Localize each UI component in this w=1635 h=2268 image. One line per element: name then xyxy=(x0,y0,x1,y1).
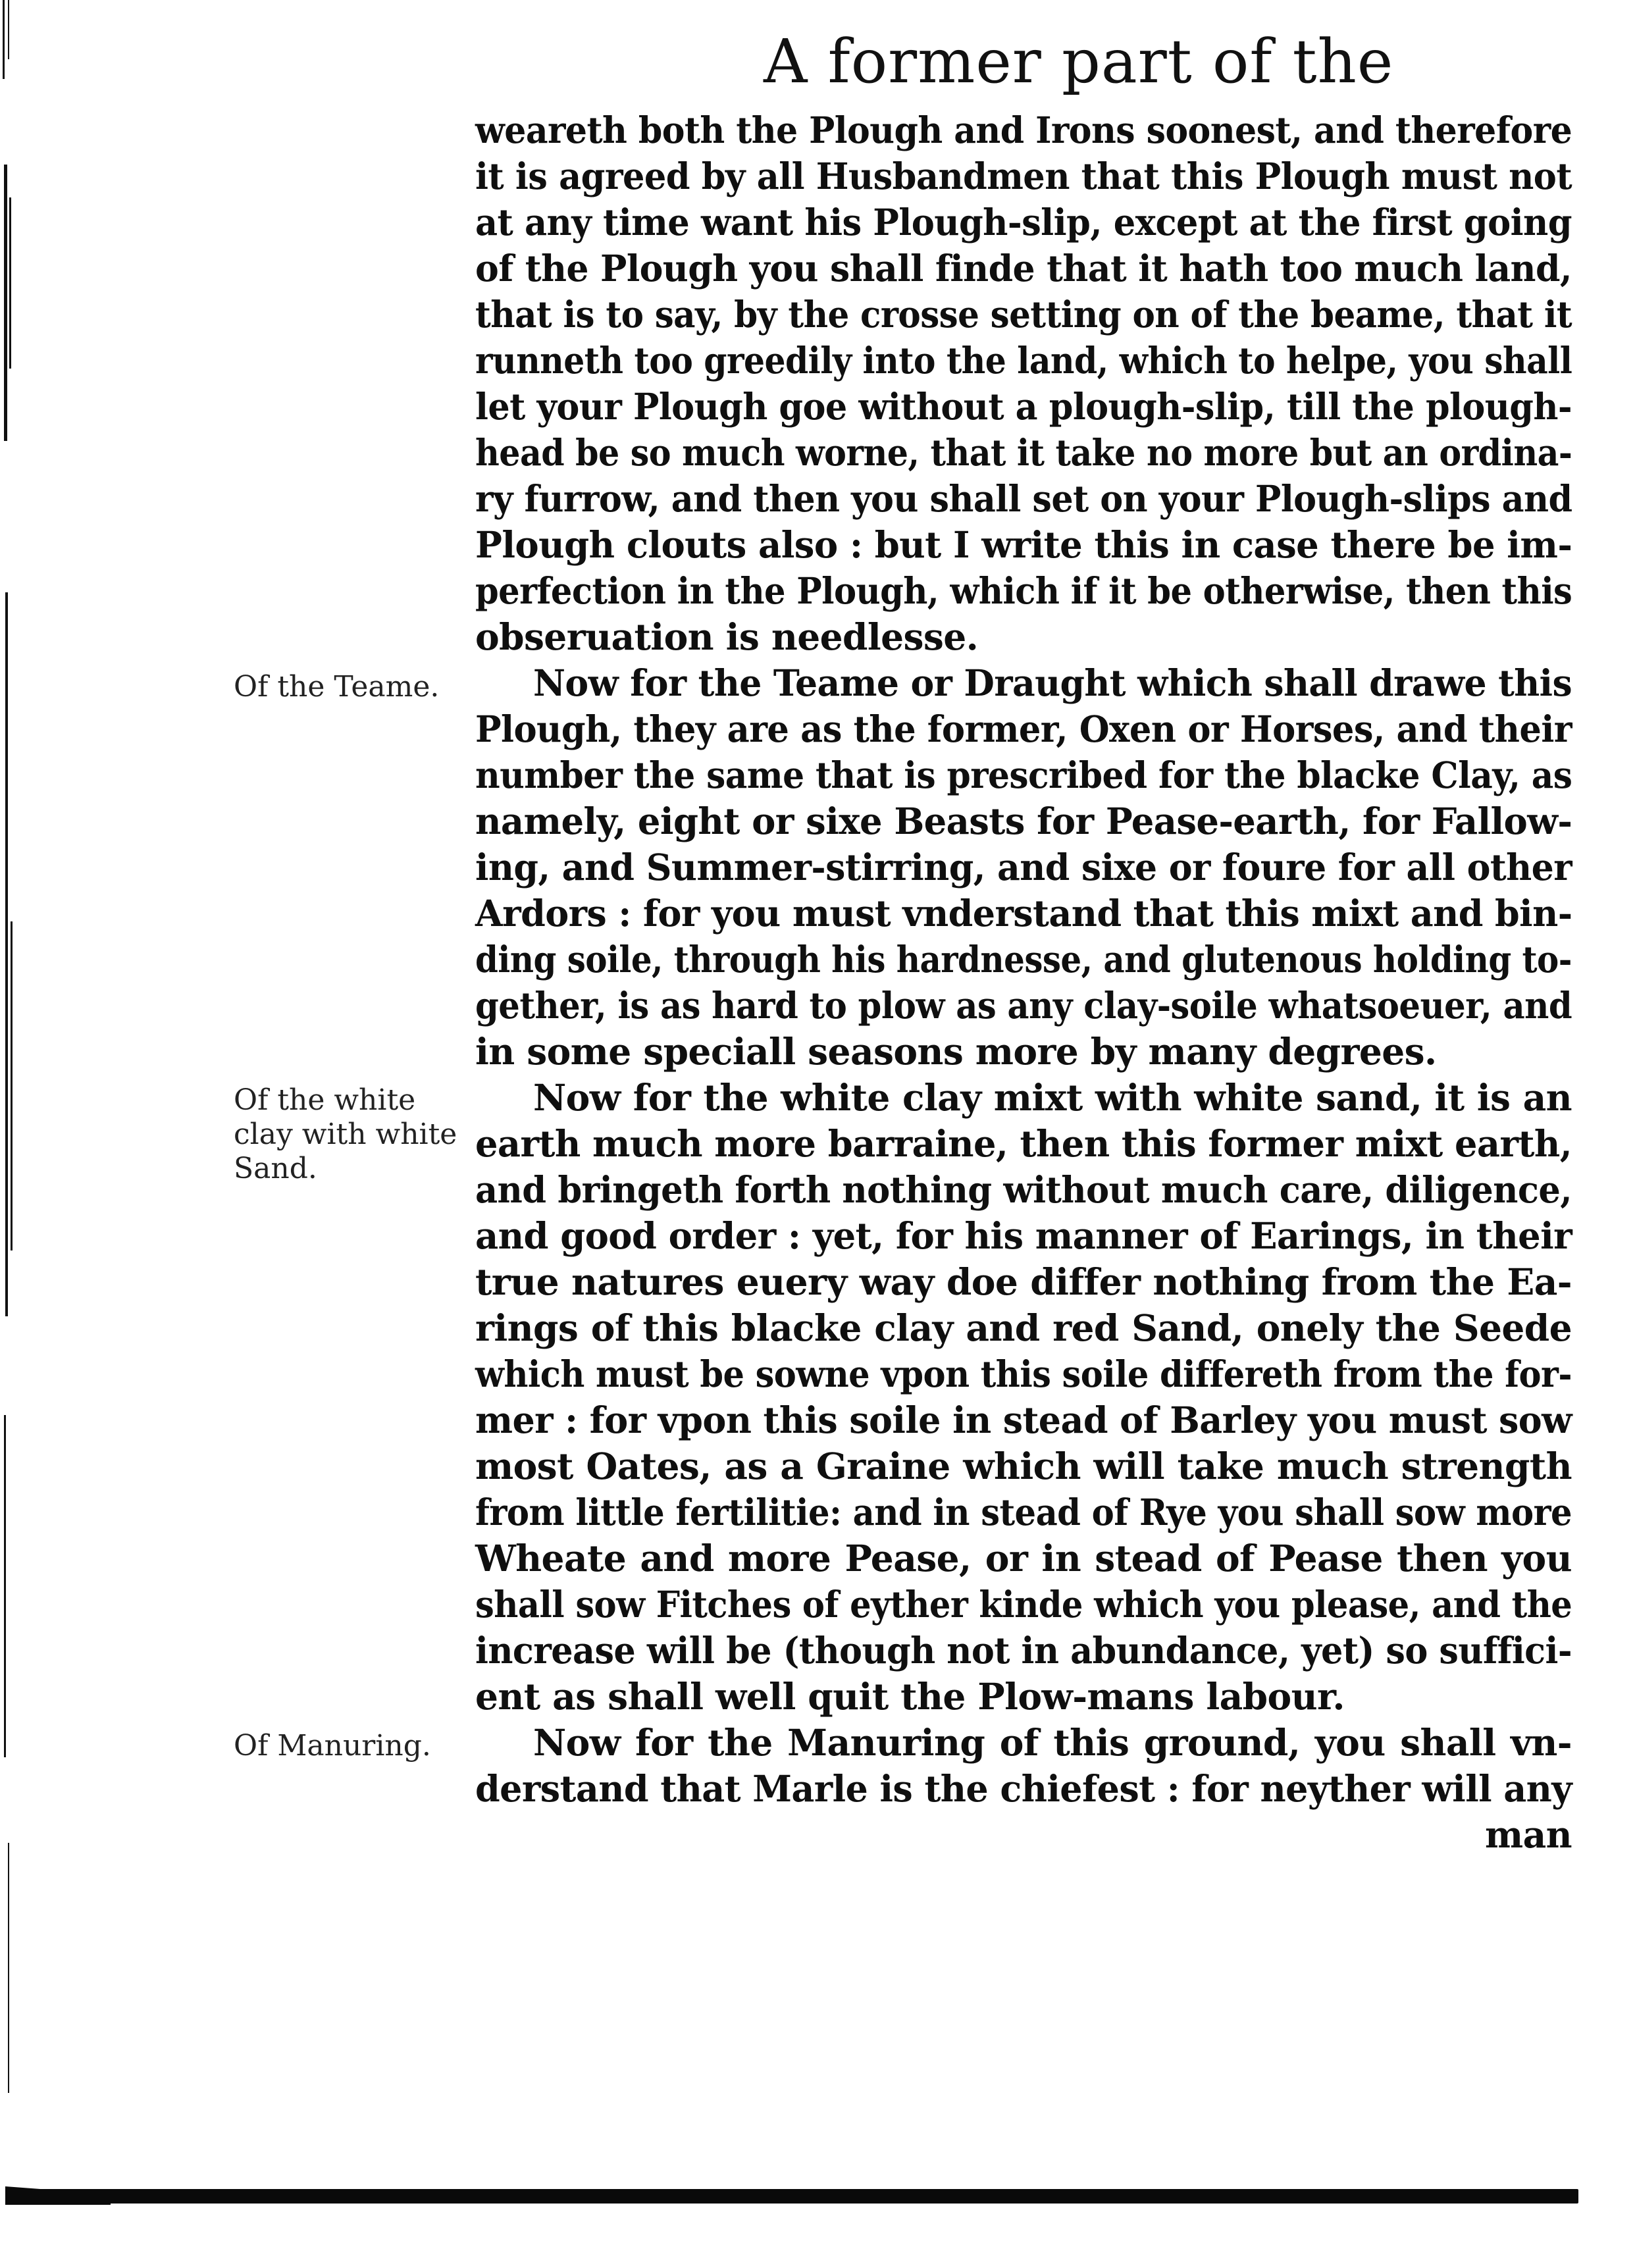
body-line: head be so much worne, that it take no more but an ordina- xyxy=(475,431,1572,474)
body-line: Plough clouts also : but I write this in case there be im- xyxy=(475,523,1572,566)
body-line: in some speciall seasons more by many degrees. xyxy=(475,1030,1437,1073)
paragraph-start-line: Now for the Manuring of this ground, you shall vn- xyxy=(533,1721,1572,1764)
body-line: obseruation is needlesse. xyxy=(475,615,979,658)
body-line: most Oates, as a Graine which will take much strength xyxy=(475,1445,1572,1487)
body-line: earth much more barraine, then this former mixt earth, xyxy=(475,1122,1572,1165)
body-line: shall sow Fitches of eyther kinde which you please, and the xyxy=(475,1583,1572,1626)
body-line: it is agreed by all Husbandmen that this Plough must not xyxy=(475,155,1572,197)
body-line: true natures euery way doe differ nothing from the Ea- xyxy=(475,1260,1572,1303)
marginal-note-white-clay: Sand. xyxy=(234,1152,317,1185)
marginal-note-white-clay: clay with white xyxy=(234,1118,457,1151)
body-line: ent as shall well quit the Plow-mans labour. xyxy=(475,1675,1345,1718)
scan-edge-artifact xyxy=(0,0,26,2268)
body-line: that is to say, by the crosse setting on of the beame, that it xyxy=(475,293,1572,336)
body-line: namely, eight or sixe Beasts for Pease-earth, for Fallow- xyxy=(475,800,1572,842)
body-line: Wheate and more Pease, or in stead of Pease then you xyxy=(475,1537,1572,1580)
body-line: ding soile, through his hardnesse, and glutenous holding to- xyxy=(475,938,1572,981)
paragraph-start-line: Now for the white clay mixt with white sand, it is an xyxy=(533,1076,1572,1119)
body-line: Plough, they are as the former, Oxen or Horses, and their xyxy=(475,708,1572,750)
body-line: at any time want his Plough-slip, except at the first going xyxy=(475,201,1572,244)
body-line: ry furrow, and then you shall set on your Plough-slips and xyxy=(475,477,1572,520)
body-line: perfection in the Plough, which if it be otherwise, then this xyxy=(475,569,1572,612)
body-line: of the Plough you shall finde that it hath too much land, xyxy=(475,247,1572,290)
marginal-note-white-clay: Of the white xyxy=(234,1083,416,1117)
body-line: rings of this blacke clay and red Sand, onely the Seede xyxy=(475,1306,1572,1349)
body-line: gether, is as hard to plow as any clay-soile whatsoeuer, and xyxy=(475,984,1572,1027)
marginal-note-teame: Of the Teame. xyxy=(234,670,440,704)
running-head: A former part of the xyxy=(764,26,1394,97)
paragraph-start-line: Now for the Teame or Draught which shall drawe this xyxy=(533,661,1572,704)
body-line: which must be sowne vpon this soile differeth from the for- xyxy=(475,1353,1572,1395)
body-line: Ardors : for you must vnderstand that this mixt and bin- xyxy=(475,892,1572,935)
body-line: let your Plough goe without a plough-slip, till the plough- xyxy=(475,385,1572,428)
body-line: number the same that is prescribed for the blacke Clay, as xyxy=(475,754,1572,796)
body-line: derstand that Marle is the chiefest : for neyther will any xyxy=(475,1767,1572,1810)
body-line: weareth both the Plough and Irons soonest, and therefore xyxy=(475,109,1572,151)
body-line: runneth too greedily into the land, which to helpe, you shall xyxy=(475,339,1572,382)
body-line: ing, and Summer-stirring, and sixe or foure for all other xyxy=(475,846,1572,889)
body-line: and good order : yet, for his manner of Earings, in their xyxy=(475,1214,1572,1257)
page-bottom-edge xyxy=(5,2189,1578,2204)
body-line: increase will be (though not in abundance, yet) so suffici- xyxy=(475,1629,1572,1672)
catchword: man xyxy=(1484,1813,1572,1856)
body-line: from little fertilitie: and in stead of Rye you shall sow more xyxy=(475,1491,1572,1533)
body-line: mer : for vpon this soile in stead of Barley you must sow xyxy=(475,1399,1572,1441)
marginal-note-manuring: Of Manuring. xyxy=(234,1729,431,1763)
body-line: and bringeth forth nothing without much care, diligence, xyxy=(475,1168,1572,1211)
